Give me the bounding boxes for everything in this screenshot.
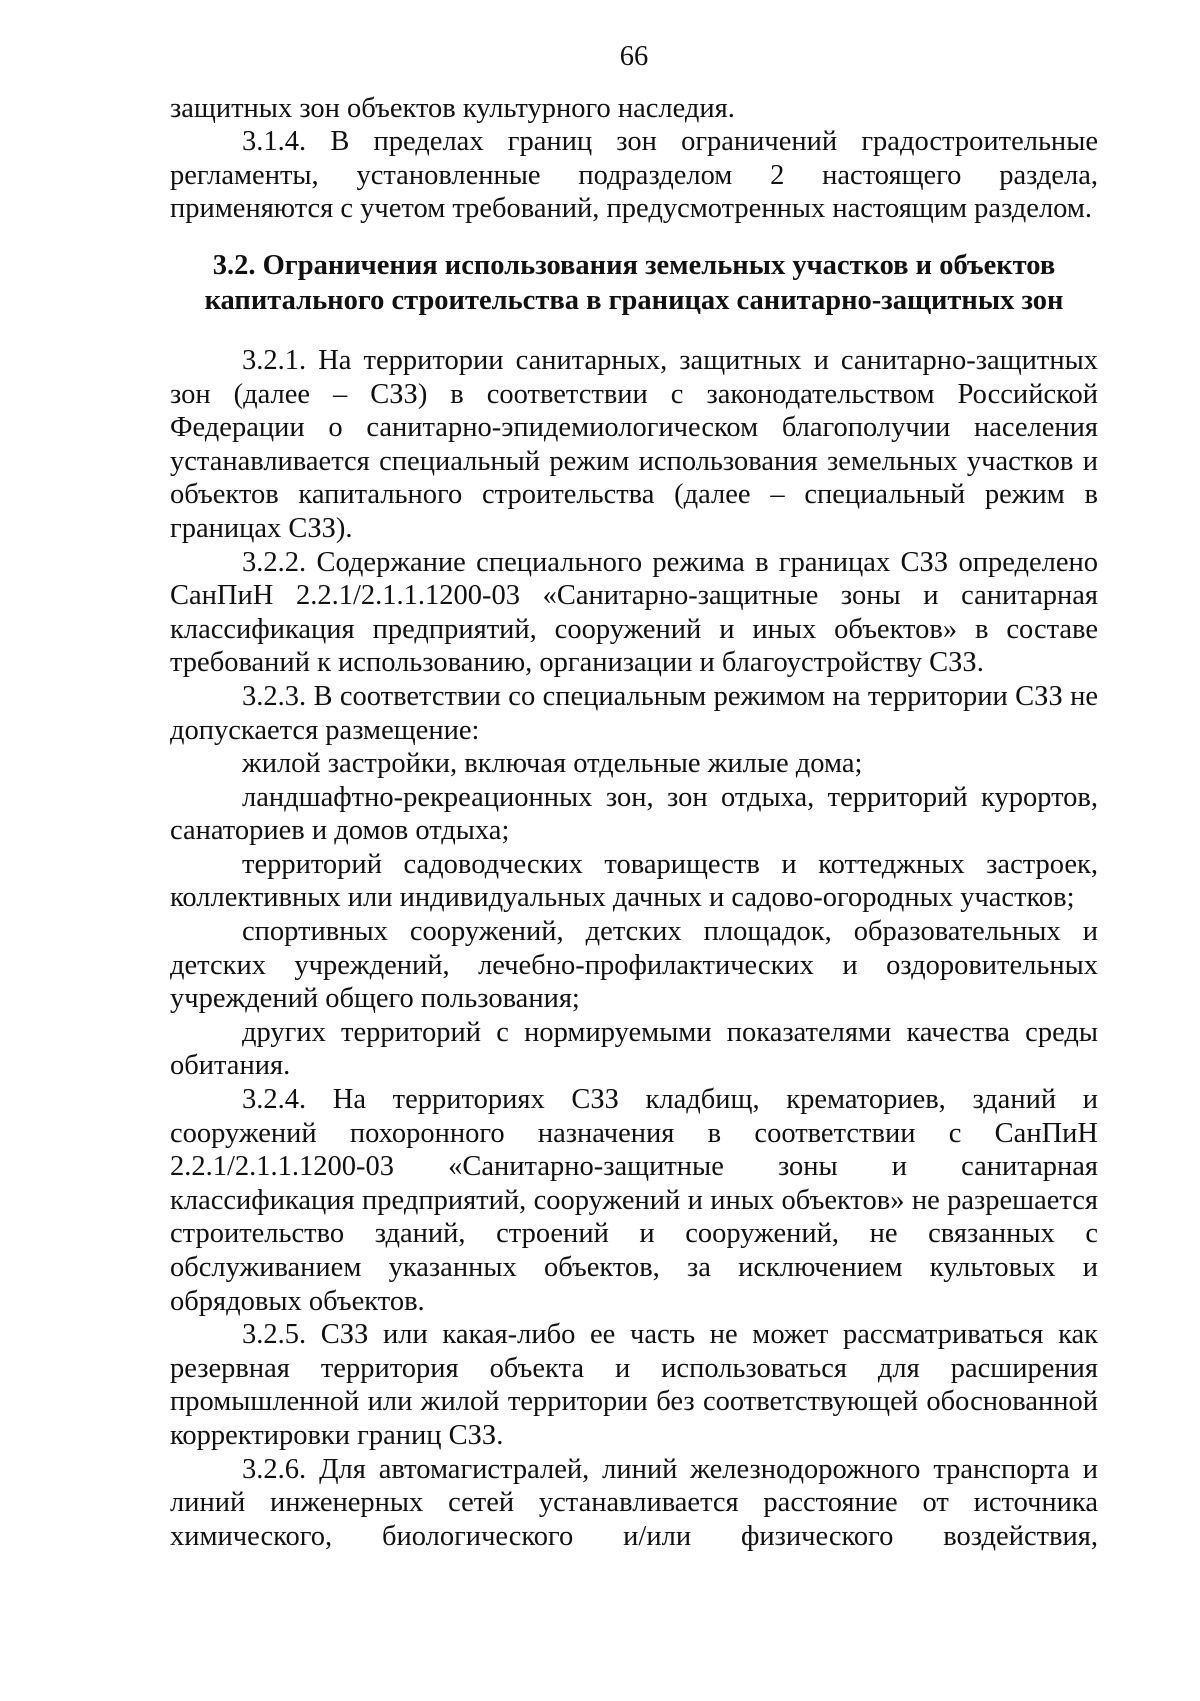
paragraph-3-2-3: 3.2.3. В соответствии со специальным режимом на территории СЗЗ не допускается размещение: [170,680,1098,746]
list-item-recreational: ландшафтно-рекреационных зон, зон отдыха, территорий курортов, санаториев и домов отдыха; [170,781,1098,847]
paragraph-3-1-4: 3.1.4. В пределах границ зон ограничений градостроительные регламенты, установленные подразделом 2 настоящего раздела, применяются с учетом требований, предусмотренных настоящим разделом. [170,126,1098,225]
list-item-sports: спортивных сооружений, детских площадок, образовательных и детских учреждений, лечебно-профилактических и оздоровительных учреждений общего пользования; [170,916,1098,1015]
list-item-other: других территорий с нормируемыми показателями качества среды обитания. [170,1016,1098,1082]
paragraph-3-2-6: 3.2.6. Для автомагистралей, линий железнодорожного транспорта и линий инженерных сетей устанавливается расстояние от источника химического, биологического и/или физического воздействия, [170,1453,1098,1552]
section-heading-line-1: 3.2. Ограничения использования земельных участков и объектов [212,249,1056,281]
paragraph-continuation: защитных зон объектов культурного наследия. [170,92,735,124]
paragraph-3-2-4: 3.2.4. На территориях СЗЗ кладбищ, крематориев, зданий и сооружений похоронного назначения в соответствии с СанПиН 2.2.1/2.1.1.1200-03 «Санитарно-защитные зоны и санитарная классификация предприятий, сооружений и иных объектов» не разрешается строительство зданий, строений и сооружений, не связанных с обслуживанием указанных объектов, за исключением культовых и обрядовых объектов. [170,1084,1098,1317]
paragraph-3-2-5: 3.2.5. СЗЗ или какая-либо ее часть не может рассматриваться как резервная территория объекта и использоваться для расширения промышленной или жилой территории без соответствующей обоснованной корректировки границ СЗЗ. [170,1319,1098,1451]
paragraph-3-2-2: 3.2.2. Содержание специального режима в границах СЗЗ определено СанПиН 2.2.1/2.1.1.1200-03 «Санитарно-защитные зоны и санитарная классификация предприятий, сооружений и иных объектов» в составе требований к использованию, организации и благоустройству СЗЗ. [170,546,1098,679]
list-item-gardening: территорий садоводческих товариществ и коттеджных застроек, коллективных или индивидуальных дачных и садово-огородных участков; [170,848,1098,914]
section-heading [170,248,1098,318]
list-item-residential: жилой застройки, включая отдельные жилые дома; [242,748,863,780]
section-heading-line-2: капитального строительства в границах санитарно-защитных зон [204,284,1064,316]
paragraph-3-2-1: 3.2.1. На территории санитарных, защитных и санитарно-защитных зон (далее – СЗЗ) в соответствии с законодательством Российской Федерации о санитарно-эпидемиологическом благополучии населения устанавливается специальный режим использования земельных участков и объектов капитального строительства (далее – специальный режим в границах СЗЗ). [170,344,1098,544]
page-number: 66 [619,41,649,72]
